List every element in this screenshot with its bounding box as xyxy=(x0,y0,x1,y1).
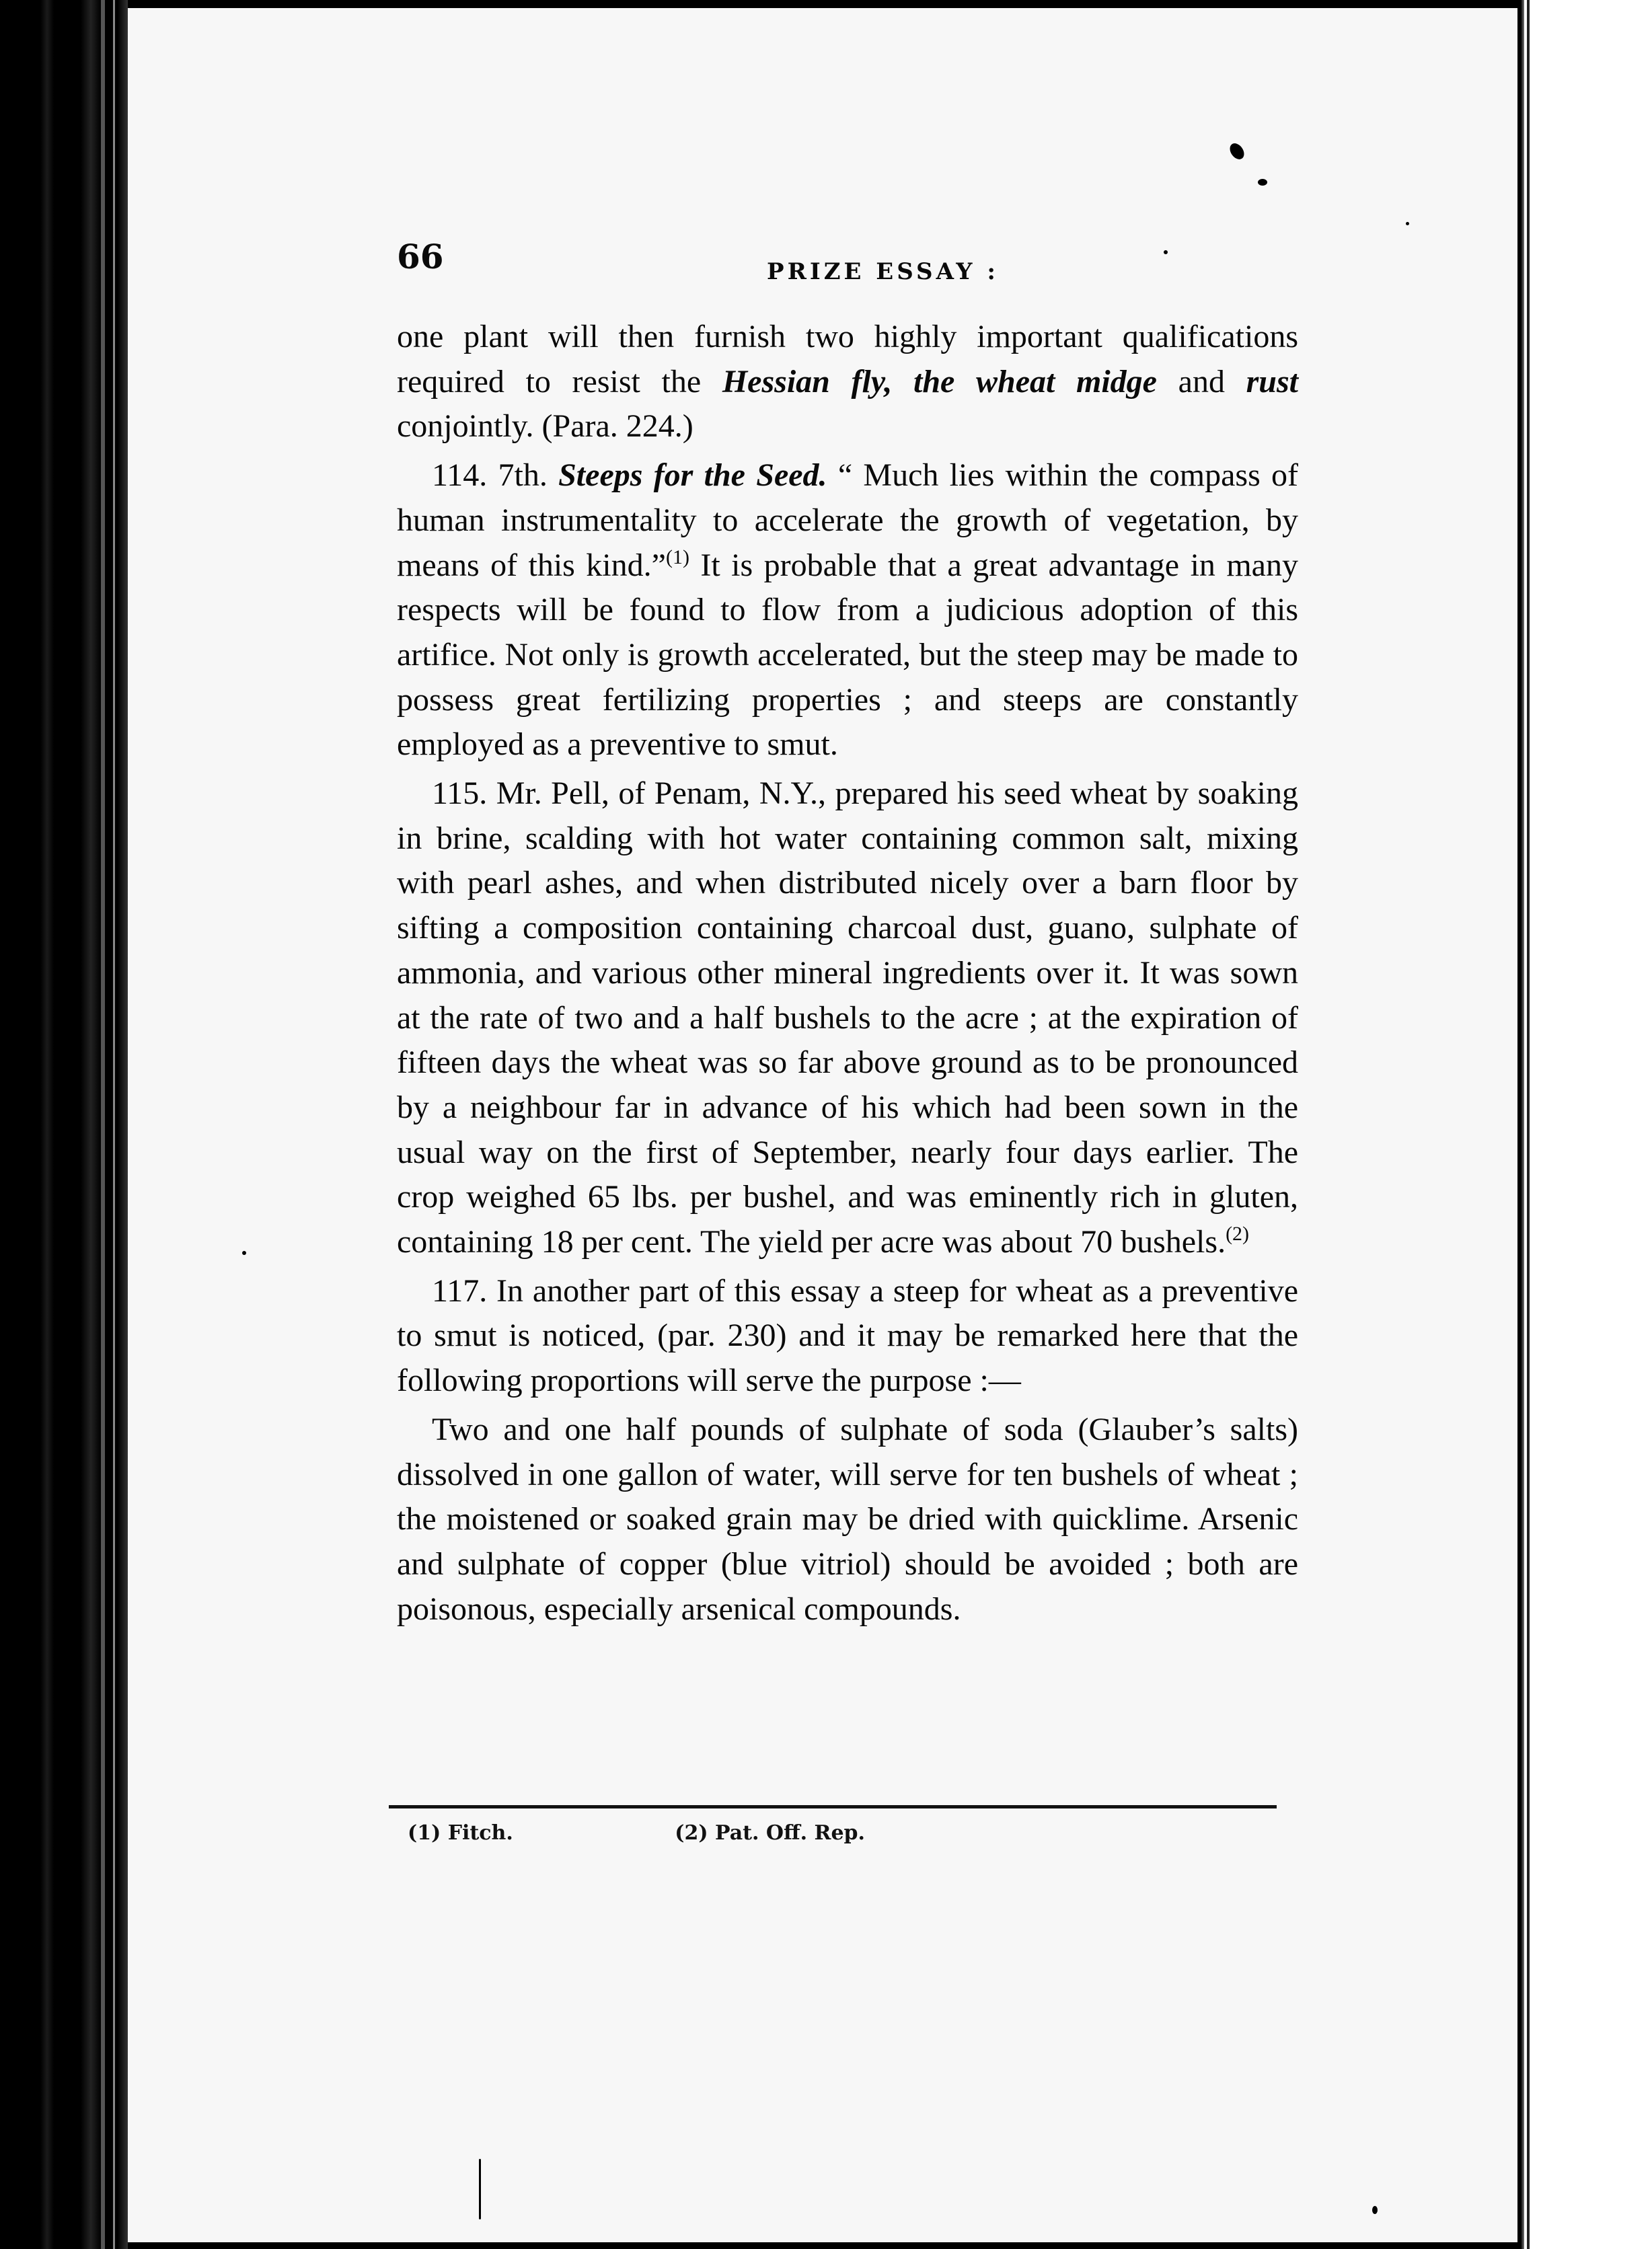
body-text xyxy=(397,315,1298,1636)
paragraph-number: 114. 7th. xyxy=(432,457,559,494)
section-heading: Steeps for the Seed. xyxy=(558,457,827,494)
dust-speck xyxy=(242,1251,246,1255)
italic-term: rust xyxy=(1246,363,1299,399)
paragraph-steep-recipe xyxy=(397,1408,1298,1632)
footnote-rule xyxy=(389,1805,1277,1808)
dust-speck xyxy=(1372,2206,1378,2214)
binding-line xyxy=(113,0,115,2249)
italic-term: the wheat midge xyxy=(913,363,1157,399)
paragraph-text: 117. In another part of this essay a steep for wheat as a preventive to smut is noticed, (par. 230) and it may be remarked here that the following proportions will serve the purpose :— xyxy=(397,1272,1298,1399)
footnote-1: (1) Fitch. xyxy=(408,1821,513,1845)
paragraph-115 xyxy=(397,771,1298,1265)
paragraph xyxy=(397,315,1298,449)
scratch-mark xyxy=(479,2159,481,2219)
page-number: 66 xyxy=(397,237,444,276)
dust-speck xyxy=(1258,179,1267,186)
binding-line xyxy=(101,0,105,2249)
paragraph-text: 115. Mr. Pell, of Penam, N.Y., prepared his seed wheat by soaking in brine, scalding with hot water containing common salt, mixing with pearl ashes, and when distributed nicely over a barn floor by sifting a composition containing charcoal dust, guano, sulphate of ammonia, and various other mineral ingredients over it. It was sown at the rate of two and a half bushels to the acre ; at the expiration of fifteen days the wheat was so far above ground as to be pronounced by a neighbour far in advance of his which had been sown in the usual way on the first of September, nearly four days earlier. The crop weighed 65 lbs. per bushel, and was eminently rich in gluten, containing 18 per cent. The yield per acre was about 70 bushels. xyxy=(397,775,1298,1260)
italic-term: Hessian fly, xyxy=(722,363,893,399)
paragraph-114 xyxy=(397,453,1298,767)
footnote-2: (2) Pat. Off. Rep. xyxy=(675,1821,865,1845)
book-binding-edge xyxy=(0,0,128,2249)
quotation: “ Much lies within the compass of human instrumentality to accelerate the growth of vegetation, by means of this kind.” xyxy=(397,457,1299,583)
facing-page xyxy=(1524,0,1652,2249)
paragraph-text: conjointly. (Para. 224.) xyxy=(397,408,693,445)
top-frame-edge xyxy=(128,0,1517,8)
bottom-frame-edge xyxy=(128,2242,1517,2249)
running-head: PRIZE ESSAY : xyxy=(767,258,999,285)
paragraph-117 xyxy=(397,1269,1298,1404)
paragraph-text: It is probable that a great advantage in many respects will be found to flow from a judicious adoption of this artifice. Not only is growth accelerated, but the steep may be made to possess great fertilizing properties ; and steeps are constantly employed as a preventive to smut. xyxy=(397,547,1298,763)
dust-speck xyxy=(1406,222,1409,225)
footnote-marker: (1) xyxy=(665,545,689,568)
right-page-edge xyxy=(1517,0,1524,2249)
facing-page-edge-line xyxy=(1527,0,1530,2249)
paragraph-text: one plant will then furnish two highly important qualifications required to resist the xyxy=(397,319,1298,399)
paragraph-text: and xyxy=(1157,363,1246,399)
dust-speck xyxy=(1164,250,1168,254)
paragraph-text: Two and one half pounds of sulphate of soda (Glauber’s salts) dissolved in one gallon of water, will serve for ten bushels of wheat ; the moistened or soaked grain may be dried with quicklime. Arsenic and sulphate of copper (blue vitriol) should be avoided ; both are poisonous, especially arsenical compounds. xyxy=(397,1411,1298,1627)
footnote-marker: (2) xyxy=(1226,1223,1250,1246)
paragraph-text xyxy=(892,364,913,399)
footnotes xyxy=(408,1821,865,1845)
